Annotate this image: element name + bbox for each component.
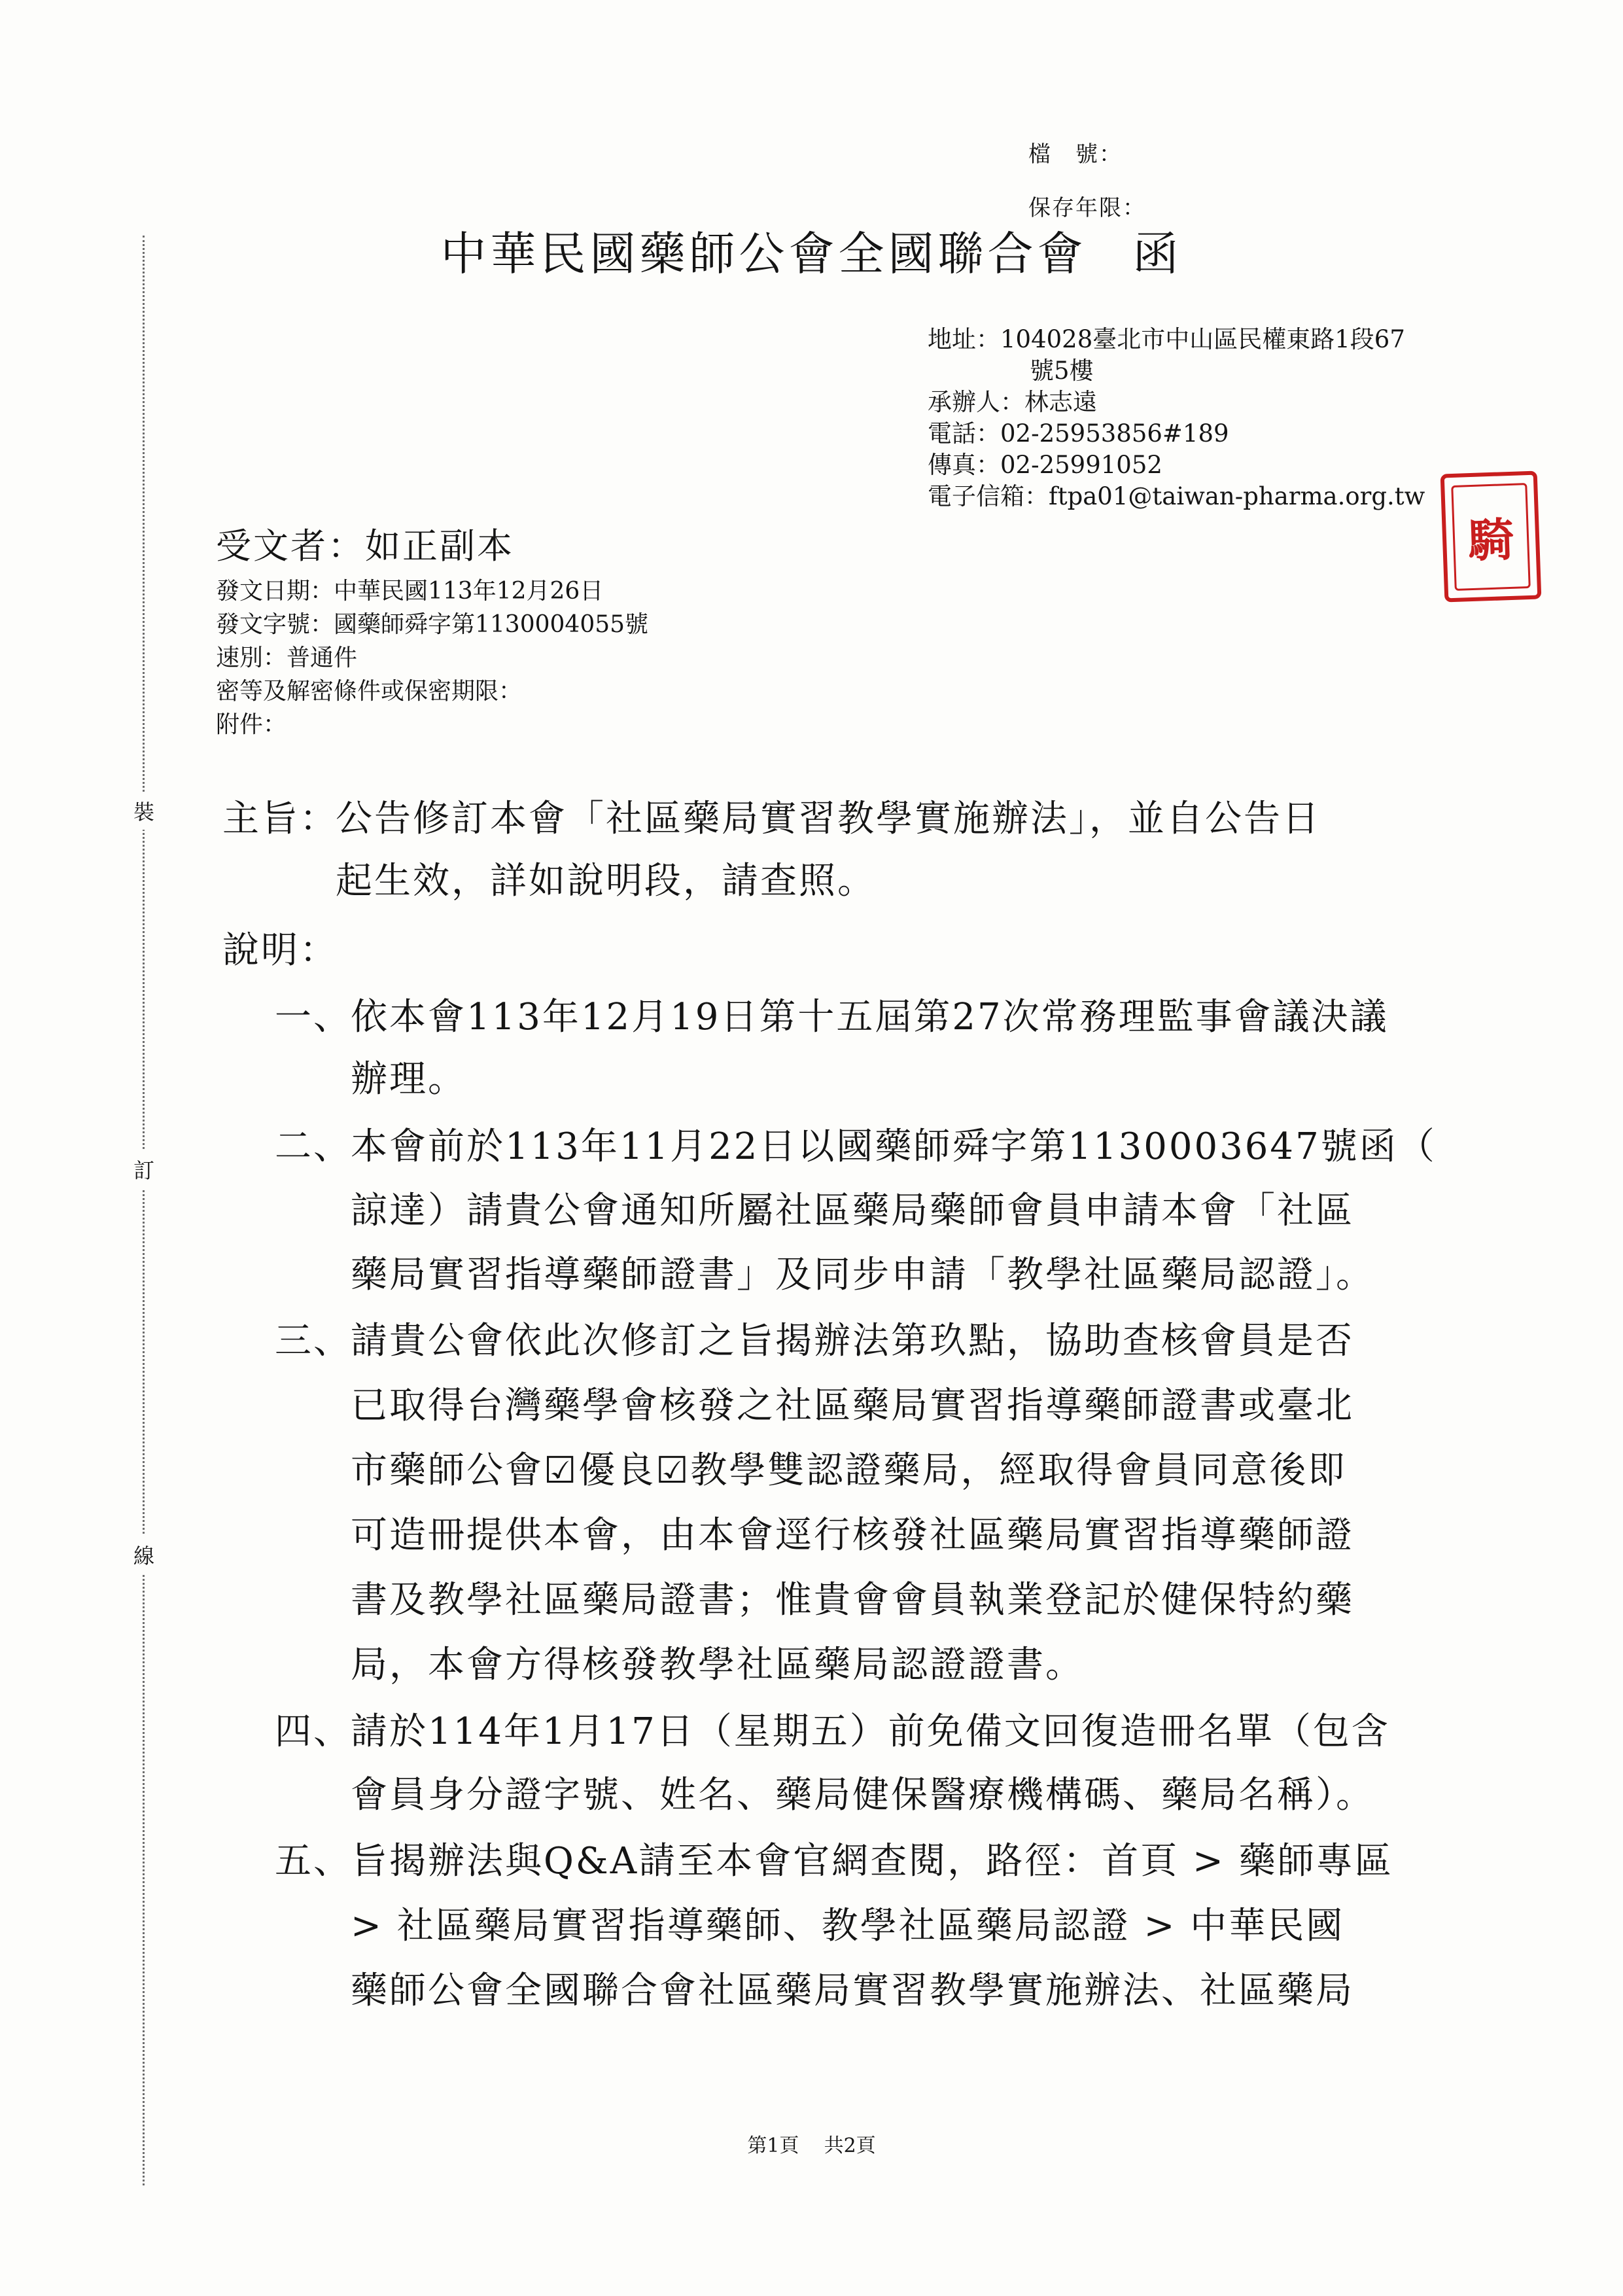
speed-class: 速別：普通件 [216,645,358,671]
subject-line-2: 起生效，詳如說明段，請查照。 [336,860,876,902]
item-line: 局，本會方得核發教學社區藥局認證證書。 [351,1644,1084,1686]
page-footer [0,2129,1623,2158]
file-no-label: 檔 號： [1028,141,1123,168]
item-number: 四、 [275,1710,352,1753]
item-line: 已取得台灣藥學會核發之社區藥局實習指導藥師證書或臺北 [351,1385,1354,1427]
binding-line [143,236,145,2185]
handler: 承辦人：林志遠 [928,388,1097,416]
item-number: 一、 [275,996,352,1038]
red-seal-stamp [1440,470,1542,602]
item-number: 三、 [275,1320,352,1362]
retention-label: 保存年限： [1028,195,1146,221]
explanation-label: 說明： [222,929,338,972]
item-number: 二、 [275,1125,352,1168]
item-line: 市藥師公會☑優良☑教學雙認證藥局，經取得會員同意後即 [351,1449,1347,1492]
phone: 電話：02-25953856#189 [928,419,1229,448]
binding-mark-zhuang: 裝 [133,792,154,830]
seal-text: 騎 [1467,512,1515,568]
item-number: 五、 [275,1840,352,1882]
document-title [0,217,1623,283]
item-line: 可造冊提供本會，由本會逕行核發社區藥局實習指導藥師證 [351,1514,1354,1557]
subject-line-1: 公告修訂本會「社區藥局實習教學實施辦法」，並自公告日 [336,798,1321,840]
document-kind: 函 [1132,227,1183,281]
item-line: 藥師公會全國聯合會社區藥局實習教學實施辦法、社區藥局 [351,1969,1354,2012]
item-line: 請於114年1月17日（星期五）前免備文回復造冊名單（包含 [351,1710,1390,1753]
document-number: 發文字號：國藥師舜字第1130004055號 [216,611,649,638]
item-line: 書及教學社區藥局證書；惟貴會會員執業登記於健保特約藥 [351,1579,1354,1621]
address-line-1: 地址：104028臺北市中山區民權東路1段67 [928,325,1405,353]
item-line: 辦理。 [351,1058,466,1101]
contact-block [928,324,1425,512]
fax: 傳真：02-25991052 [928,451,1162,479]
recipient: 受文者：如正副本 [216,525,514,567]
item-line: 本會前於113年11月22日以國藥師舜字第1130003647號函（ [351,1125,1437,1168]
issue-date: 發文日期：中華民國113年12月26日 [216,578,604,605]
page-number: 第1頁 [747,2134,799,2157]
binding-mark-ding: 訂 [133,1150,154,1188]
item-line: 依本會113年12月19日第十五屆第27次常務理監事會議決議 [351,996,1389,1038]
item-line: 藥局實習指導藥師證書」及同步申請「教學社區藥局認證」。 [351,1254,1374,1296]
page-total: 共2頁 [824,2134,876,2157]
item-line: > 社區藥局實習指導藥師、教學社區藥局認證 > 中華民國 [351,1905,1345,1947]
subject-label: 主旨： [222,798,338,840]
item-line: 諒達）請貴公會通知所屬社區藥局藥師會員申請本會「社區 [351,1190,1354,1232]
document-meta [216,574,648,741]
email: 電子信箱：ftpa01@taiwan-pharma.org.tw [928,482,1425,510]
item-line: 會員身分證字號、姓名、藥局健保醫療機構碼、藥局名稱）。 [351,1774,1374,1816]
secrecy-level: 密等及解密條件或保密期限： [216,678,523,705]
binding-mark-xian: 線 [133,1536,154,1574]
item-line: 旨揭辦法與Q&A請至本會官網查閱，路徑：首頁 > 藥師專區 [351,1840,1393,1882]
org-name: 中華民國藥師公會全國聯合會 [440,227,1087,281]
attachment: 附件： [216,711,287,738]
item-line: 請貴公會依此次修訂之旨揭辦法第玖點，協助查核會員是否 [351,1320,1354,1362]
address-line-2: 號5樓 [1030,357,1094,385]
